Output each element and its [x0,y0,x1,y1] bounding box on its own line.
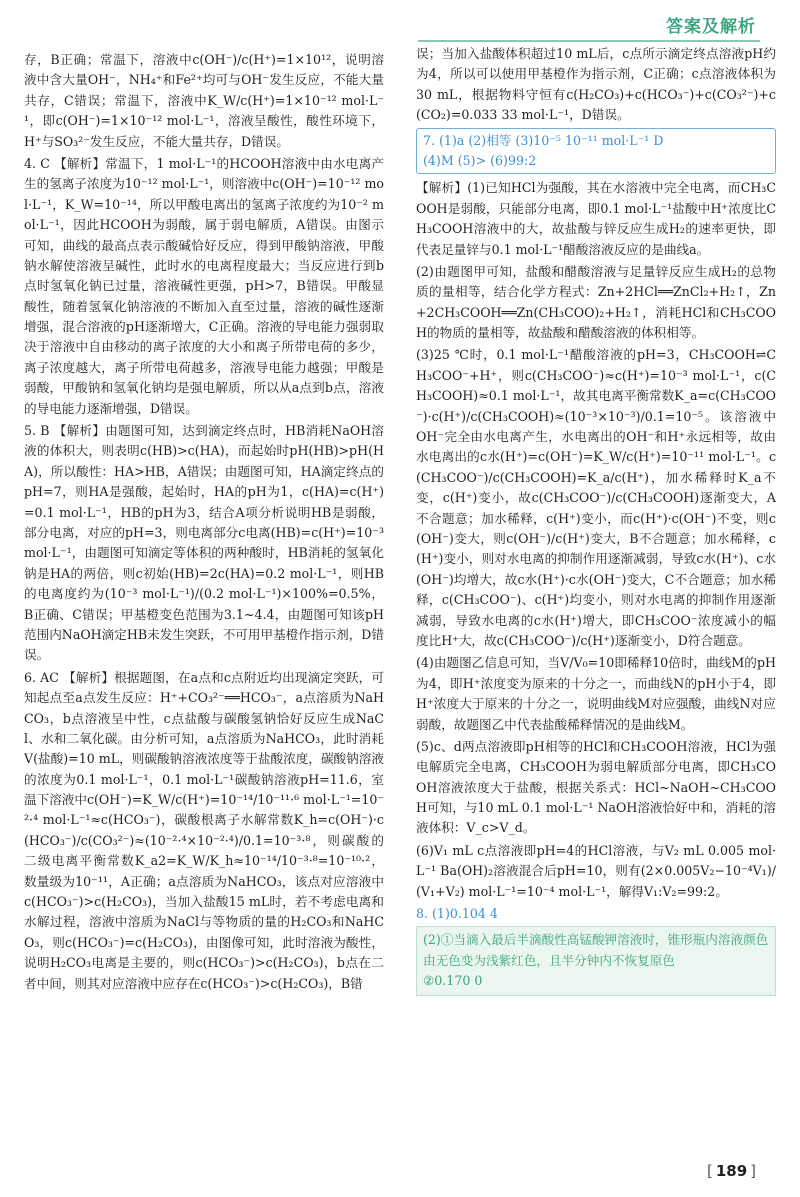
q7-explanation-1: 【解析】(1)已知HCl为强酸，其在水溶液中完全电离，而CH₃COOH是弱酸，只能部分电离，即0.1 mol·L⁻¹盐酸中H⁺浓度比CH₃COOH溶液中的大，故盐酸与锌反应生成H₂的速率更快，即代表足量锌与0.1 mol·L⁻¹醋酸溶液反应的是曲线a。 [416,180,776,257]
q8-green-line-1: (2)①当滴入最后半滴酸性高锰酸钾溶液时，锥形瓶内溶液颜色由无色变为浅紫红色，且半分钟内不恢复原色 [423,932,769,968]
q4-explanation: 4. C 【解析】常温下，1 mol·L⁻¹的HCOOH溶液中由水电离产生的氢离子浓度为10⁻¹² mol·L⁻¹，则溶液中c(OH⁻)=10⁻¹² mol·L⁻¹，K_W=10⁻¹⁴，所以甲酸电离出的氢离子浓度约为10⁻² mol·L⁻¹，因此HCOOH为弱酸，属于弱电解质，A错误。由图示可知，曲线的最高点表示酸碱恰好反应，得到甲酸钠溶液，甲酸钠水解使溶液呈碱性，此时水的电离程度最大；当反应进行到b点时氢氧化钠已过量，溶液碱性更强，pH>7，B错误。甲酸显酸性，随着氢氧化钠溶液的不断加入直至过量，溶液的碱性逐渐增强，混合溶液的pH逐渐增大，C正确。溶液的导电能力强弱取决于溶液中自由移动的离子浓度的大小和离子所带电荷的多少，离子浓度越大，离子所带电荷越多，溶液导电能力越强；甲酸是弱酸，甲酸钠和氢氧化钠均是强电解质，所以从a点到b点，溶液的导电能力逐渐增强，D错误。 [24,155,384,416]
q7-answer-line-1: 7. (1)a (2)相等 (3)10⁻⁵ 10⁻¹¹ mol·L⁻¹ D [423,132,664,148]
q7-explanation-4: (4)由题图乙信息可知，当V/V₀=10即稀释10倍时，曲线M的pH为4，即H⁺浓度变为原来的十分之一，而曲线N的pH小于4，即H⁺浓度大于原来的十分之一，说明曲线M对应强酸，曲线N对应弱酸，故题图乙中代表盐酸稀释情况的是曲线M。 [416,655,776,732]
q7-explanation-6: (6)V₁ mL c点溶液即pH=4的HCl溶液，与V₂ mL 0.005 mol·L⁻¹ Ba(OH)₂溶液混合后pH=10，则有(2×0.005V₂−10⁻⁴V₁)/(V₁+V₂) mol·L⁻¹=10⁻⁴ mol·L⁻¹，解得V₁:V₂=99:2。 [416,842,776,899]
q6-explanation: 6. AC 【解析】根据题图，在a点和c点附近均出现滴定突跃，可知起点至a点发生反应：H⁺+CO₃²⁻══HCO₃⁻，a点溶质为NaHCO₃，b点溶液呈中性，c点盐酸与碳酸氢钠恰好反应生成NaCl、水和二氧化碳。由分析可知，a点溶质为NaHCO₃，此时消耗V(盐酸)=10 mL，则碳酸钠溶液浓度等于盐酸浓度，碳酸钠溶液的浓度为0.1 mol·L⁻¹，0.1 mol·L⁻¹碳酸钠溶液pH=11.6，室温下溶液中c(OH⁻)=K_W/c(H⁺)=10⁻¹⁴/10⁻¹¹·⁶ mol·L⁻¹=10⁻²·⁴ mol·L⁻¹≈c(HCO₃⁻)，碳酸根离子水解常数K_h=c(OH⁻)·c(HCO₃⁻)/c(CO₃²⁻)≈(10⁻²·⁴×10⁻²·⁴)/0.1=10⁻³·⁸，则碳酸的二级电离平衡常数K_a2=K_W/K_h≈10⁻¹⁴/10⁻³·⁸=10⁻¹⁰·²，数量级为10⁻¹¹，A正确；a点溶质为NaHCO₃，该点对应溶液中c(HCO₃⁻)>c(H₂CO₃)，当加入盐酸15 mL时，若不考虑电离和水解过程，溶液中溶质为NaCl与等物质的量的H₂CO₃和NaHCO₃，则c(HCO₃⁻)=c(H₂CO₃)，由图像可知，此时溶液为酸性，说明H₂CO₃电离是主要的，则c(HCO₃⁻)>c(H₂CO₃)，b点在二者中间，则其对应溶液中应存在c(HCO₃⁻)>c(H₂CO₃)，B错 [24,669,384,991]
q7-explanation-3: (3)25 ℃时，0.1 mol·L⁻¹醋酸溶液的pH=3，CH₃COOH⇌CH₃COO⁻+H⁺，则c(CH₃COO⁻)≈c(H⁺)=10⁻³ mol·L⁻¹，c(CH₃COOH)≈0.1 mol·L⁻¹，故其电离平衡常数K_a=c(CH₃COO⁻)·c(H⁺)/c(CH₃COOH)≈(10⁻³×10⁻³)/0.1=10⁻⁵。该溶液中OH⁻完全由水电离产生，水电离出的OH⁻和H⁺永远相等，故由水电离出的c水(H⁺)=c(OH⁻)=K_W/c(H⁺)=10⁻¹¹ mol·L⁻¹。c(CH₃COO⁻)/c(CH₃COOH)=K_a/c(H⁺)，加水稀释时K_a不变，c(H⁺)变小，故c(CH₃COO⁻)/c(CH₃COOH)逐渐变大，A不合题意；加水稀释，c(H⁺)变小，而c(H⁺)·c(OH⁻)不变，则c(OH⁻)变大，则c(OH⁻)/c(H⁺)变大，B不合题意；加水稀释，c(H⁺)变小，则对水电离的抑制作用逐渐减弱，导致c水(H⁺)、c水(OH⁻)均增大，故c水(H⁺)·c水(OH⁻)变大，C不合题意；加水稀释，c(CH₃COO⁻)、c(H⁺)均变小，则对水电离的抑制作用逐渐减弱，导致水电离的c水(H⁺)增大，即CH₃COO⁻浓度减小的幅度比H⁺大，故c(CH₃COO⁻)/c(H⁺)逐渐变小，D符合题意。 [416,347,776,648]
header-divider [418,40,760,42]
left-column [24,50,384,996]
q8-answer-box [416,926,776,995]
q8-answer-line: 8. (1)0.104 4 [416,906,498,922]
q7-answer-line-2: (4)M (5)> (6)99:2 [423,152,537,168]
q5-explanation: 5. B 【解析】由题图可知，达到滴定终点时，HB消耗NaOH溶液的体积大，则表明c(HB)>c(HA)，而起始时pH(HB)>pH(HA)，所以酸性：HA>HB，A错误；由题图可知，HA滴定终点的pH=7，则HA是强酸，起始时，HA的pH为1，c(HA)=c(H⁺)=0.1 mol·L⁻¹，HB的pH为3，结合A项分析说明HB是弱酸，部分电离，对应的pH=3，则电离部分c电离(HB)=c(H⁺)=10⁻³ mol·L⁻¹，由题图可知滴定等体积的两种酸时，HB消耗的氢氧化钠是HA的两倍，则c初始(HB)=2c(HA)=0.2 mol·L⁻¹，则HB的电离度约为(10⁻³ mol·L⁻¹)/(0.2 mol·L⁻¹)×100%=0.5%，B正确、C错误；甲基橙变色范围为3.1~4.4，由题图可知该pH范围内NaOH滴定HB未发生突跃，不可用甲基橙作指示剂，D错误。 [24,423,384,663]
page-number: [ 189 ] [707,1159,756,1183]
q6-continuation: 误；当加入盐酸体积超过10 mL后，c点所示滴定终点溶液pH约为4，所以可以使用甲基橙作为指示剂，C正确；c点溶液体积为30 mL，根据物料守恒有c(H₂CO₃)+c(HCO₃⁻)+c(CO₃²⁻)+c(CO₂)=0.033 33 mol·L⁻¹，D错误。 [416,46,776,123]
q8-green-line-2: ②0.170 0 [423,973,483,989]
q7-explanation-2: (2)由题图甲可知，盐酸和醋酸溶液与足量锌反应生成H₂的总物质的量相等，结合化学方程式：Zn+2HCl══ZnCl₂+H₂↑，Zn+2CH₃COOH══Zn(CH₃COO)₂+H₂↑，消耗HCl和CH₃COOH的物质的量相等，故盐酸和醋酸溶液的体积相等。 [416,263,776,341]
right-column [416,44,776,996]
q3-continuation: 存，B正确；常温下，溶液中c(OH⁻)/c(H⁺)=1×10¹²，说明溶液中含大量OH⁻，NH₄⁺和Fe²⁺均可与OH⁻发生反应，不能大量共存，C错误；常温下，溶液中K_W/c(H⁺)=1×10⁻¹² mol·L⁻¹，即c(OH⁻)=1×10⁻¹² mol·L⁻¹，溶液呈酸性，酸性环境下，H⁺与SO₃²⁻发生反应，不能大量共存，D错误。 [24,52,384,149]
q7-answer-box [416,128,776,175]
section-title: 答案及解析 [666,17,756,37]
q7-explanation-5: (5)c、d两点溶液即pH相等的HCl和CH₃COOH溶液，HCl为强电解质完全电离，CH₃COOH为弱电解质部分电离，即CH₃COOH溶液浓度大于盐酸，根据关系式：HCl~NaOH~CH₃COOH可知，与10 mL 0.1 mol·L⁻¹ NaOH溶液恰好中和，消耗的溶液体积：V_c>V_d。 [416,738,776,836]
